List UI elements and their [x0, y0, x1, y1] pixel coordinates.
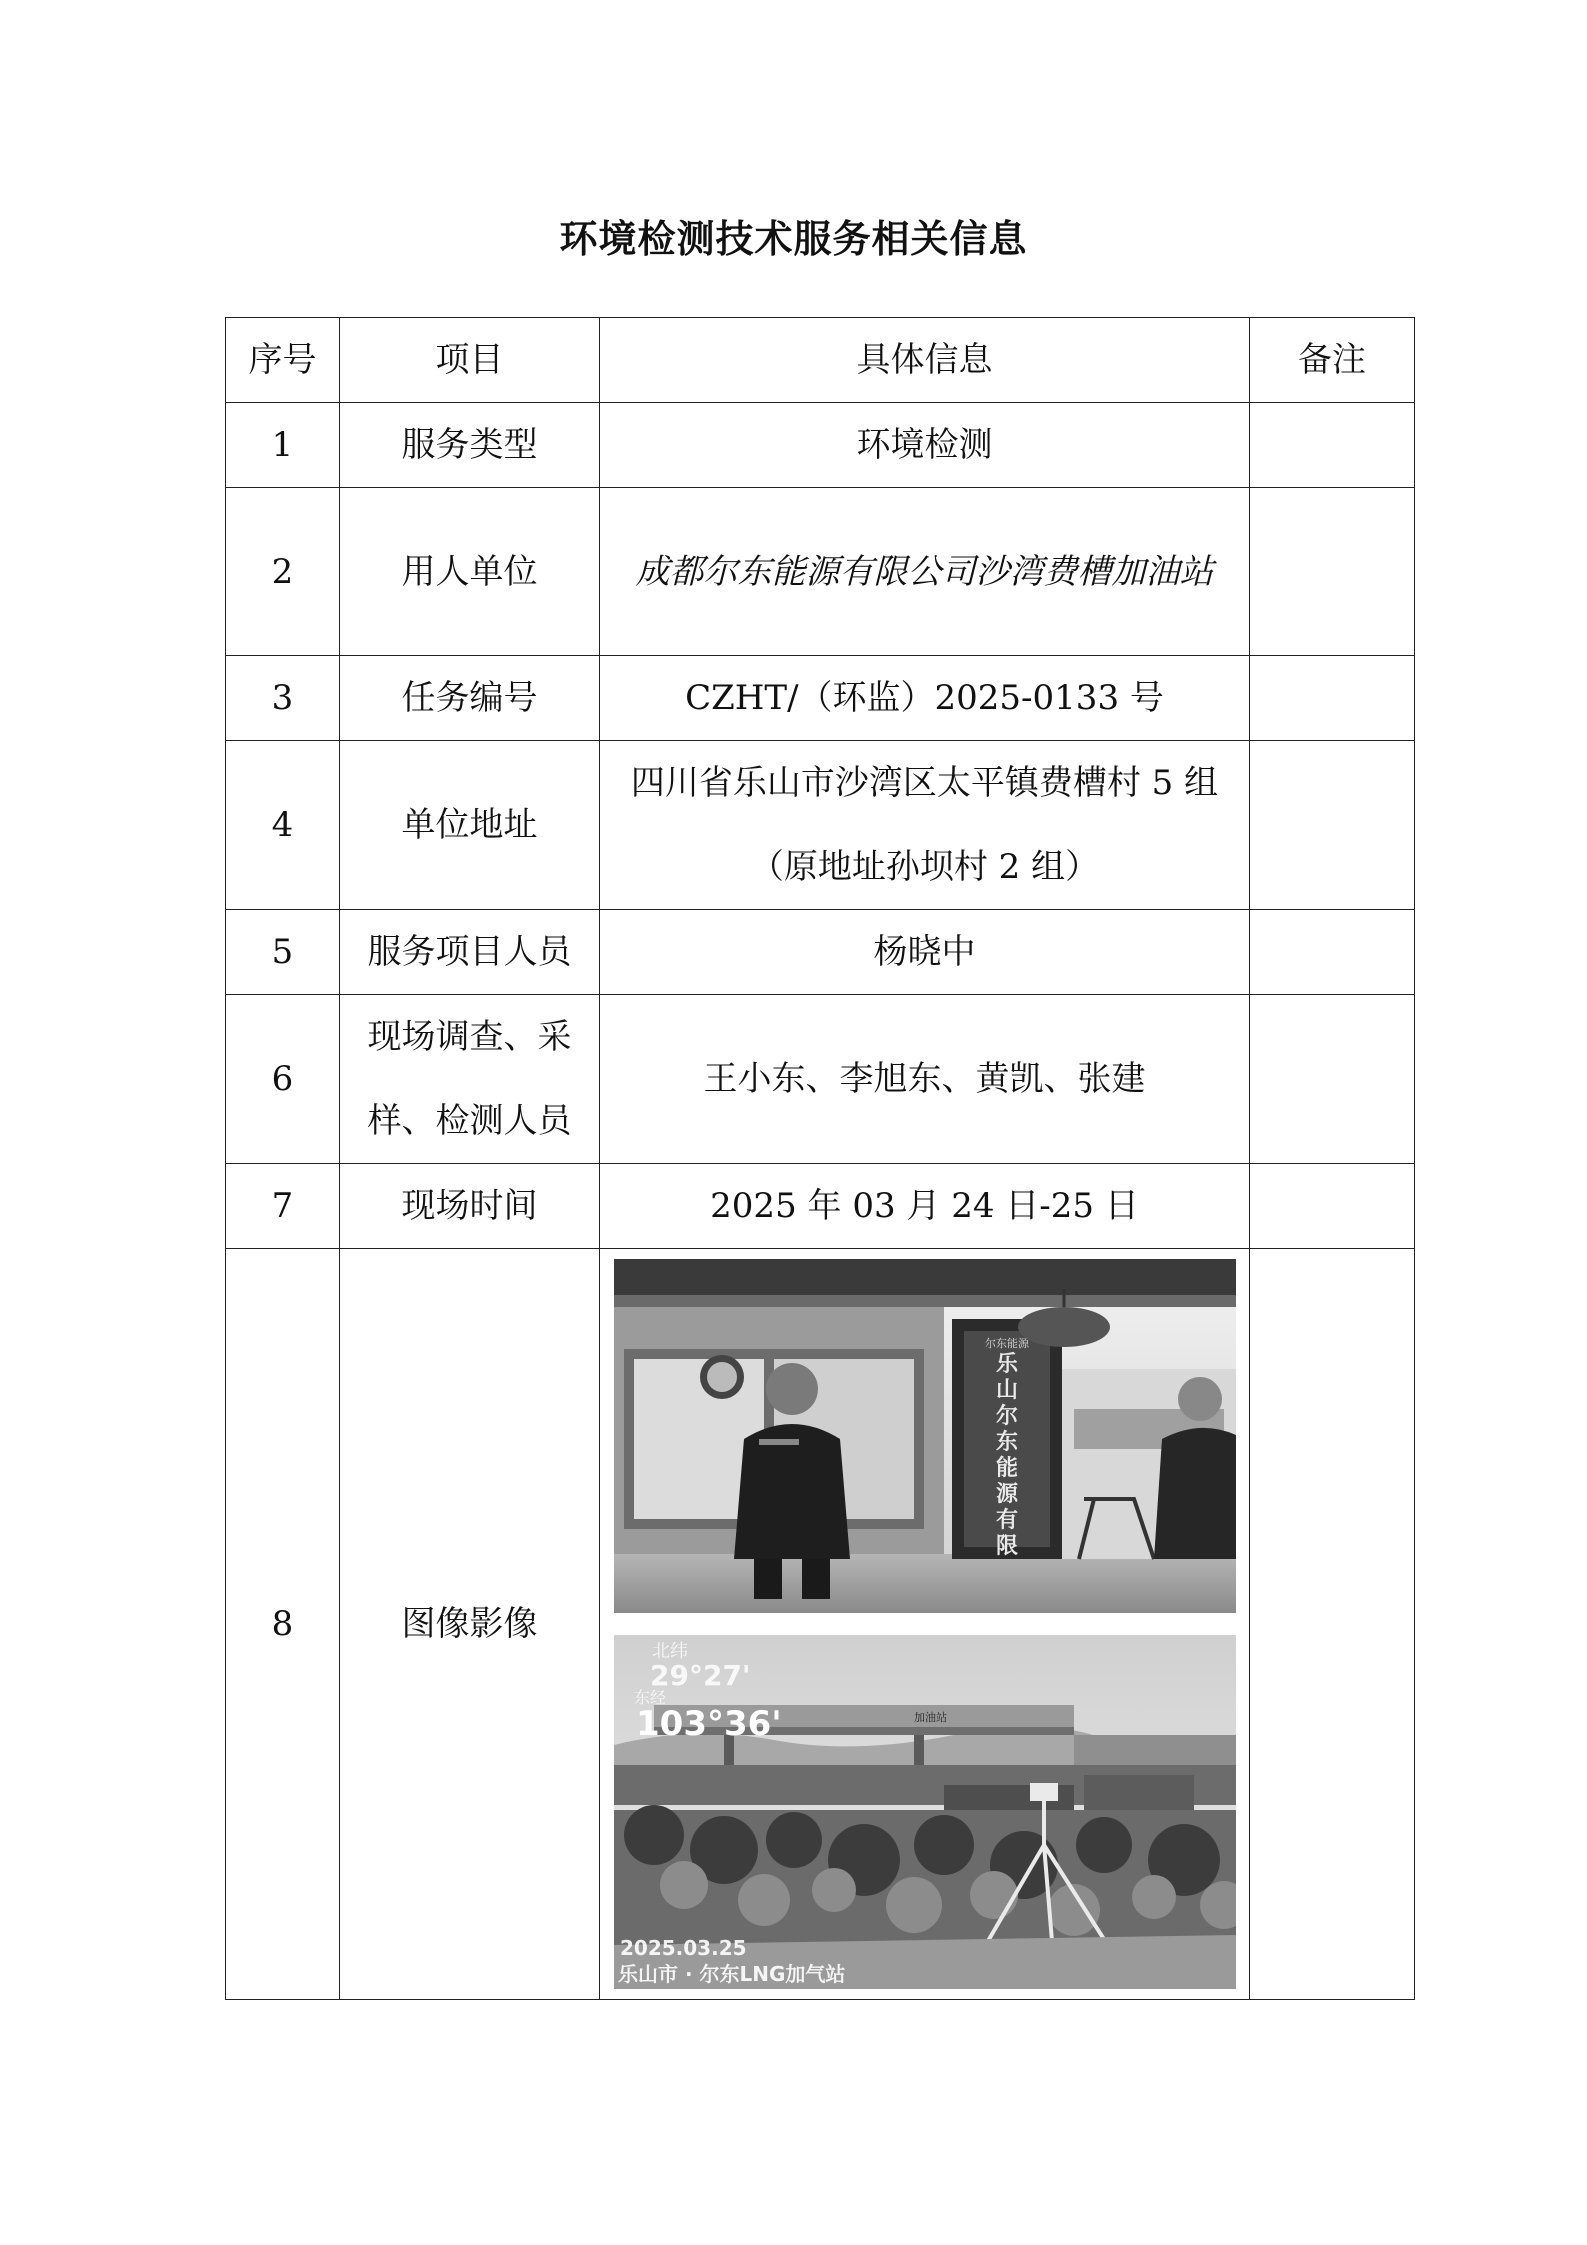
- row-remark: [1250, 741, 1415, 910]
- svg-text:尔: 尔: [995, 1404, 1018, 1429]
- row-item: 服务类型: [340, 403, 600, 488]
- table-row: [226, 1249, 1415, 2000]
- row-seq: 2: [226, 488, 340, 656]
- site-photo-entrance: [614, 1259, 1236, 1613]
- table-row: [226, 488, 1415, 656]
- info-table: [225, 317, 1415, 2000]
- table-row: [226, 403, 1415, 488]
- row-detail: 四川省乐山市沙湾区太平镇费槽村 5 组（原地址孙坝村 2 组）: [600, 741, 1250, 910]
- canopy-label: 加油站: [913, 1711, 947, 1724]
- svg-text:限: 限: [995, 1534, 1018, 1559]
- header-remark: 备注: [1250, 318, 1415, 403]
- row-item: 单位地址: [340, 741, 600, 910]
- row-seq: 7: [226, 1164, 340, 1249]
- table-row: [226, 741, 1415, 910]
- photo-location: 乐山市 · 尔东LNG加气站: [617, 1962, 845, 1986]
- photo-cell: [600, 1249, 1250, 2000]
- row-item: 任务编号: [340, 656, 600, 741]
- row-seq: 6: [226, 995, 340, 1164]
- sign-vertical-text: [995, 1352, 1018, 1559]
- gps-lon: 103°36': [635, 1704, 782, 1744]
- row-detail: 王小东、李旭东、黄凯、张建: [600, 995, 1250, 1164]
- row-detail: 环境检测: [600, 403, 1250, 488]
- row-detail: 成都尔东能源有限公司沙湾费槽加油站: [600, 488, 1250, 656]
- row-seq: 5: [226, 910, 340, 995]
- header-seq: 序号: [226, 318, 340, 403]
- gps-lon-label: 东经: [633, 1688, 666, 1707]
- row-seq: 3: [226, 656, 340, 741]
- row-item: 服务项目人员: [340, 910, 600, 995]
- sign-small-label: 尔东能源: [984, 1337, 1029, 1350]
- svg-text:有: 有: [995, 1508, 1018, 1533]
- row-remark: [1250, 1164, 1415, 1249]
- table-header-row: [226, 318, 1415, 403]
- row-seq: 8: [226, 1249, 340, 2000]
- row-remark: [1250, 656, 1415, 741]
- svg-text:乐: 乐: [995, 1352, 1018, 1377]
- row-remark: [1250, 1249, 1415, 2000]
- svg-text:东: 东: [995, 1430, 1018, 1455]
- row-remark: [1250, 488, 1415, 656]
- row-seq: 4: [226, 741, 340, 910]
- row-item: 图像影像: [340, 1249, 600, 2000]
- svg-text:山: 山: [995, 1378, 1018, 1403]
- row-remark: [1250, 403, 1415, 488]
- header-item: 项目: [340, 318, 600, 403]
- row-item: 现场时间: [340, 1164, 600, 1249]
- row-item: 现场调查、采样、检测人员: [340, 995, 600, 1164]
- table-row: [226, 1164, 1415, 1249]
- table-row: [226, 910, 1415, 995]
- page-title: 环境检测技术服务相关信息: [559, 216, 1028, 261]
- header-detail: 具体信息: [600, 318, 1250, 403]
- photo-date: 2025.03.25: [619, 1936, 747, 1960]
- row-remark: [1250, 910, 1415, 995]
- table-row: [226, 995, 1415, 1164]
- row-detail: CZHT/（环监）2025-0133 号: [600, 656, 1250, 741]
- site-photo-gps: [614, 1635, 1236, 1989]
- row-detail: 杨晓中: [600, 910, 1250, 995]
- gps-lat: 29°27': [649, 1659, 751, 1692]
- row-remark: [1250, 995, 1415, 1164]
- svg-text:能: 能: [995, 1456, 1018, 1481]
- table-row: [226, 656, 1415, 741]
- gps-lat-label: 北纬: [651, 1641, 688, 1662]
- row-item: 用人单位: [340, 488, 600, 656]
- row-detail: 2025 年 03 月 24 日-25 日: [600, 1164, 1250, 1249]
- svg-text:源: 源: [995, 1482, 1018, 1507]
- row-seq: 1: [226, 403, 340, 488]
